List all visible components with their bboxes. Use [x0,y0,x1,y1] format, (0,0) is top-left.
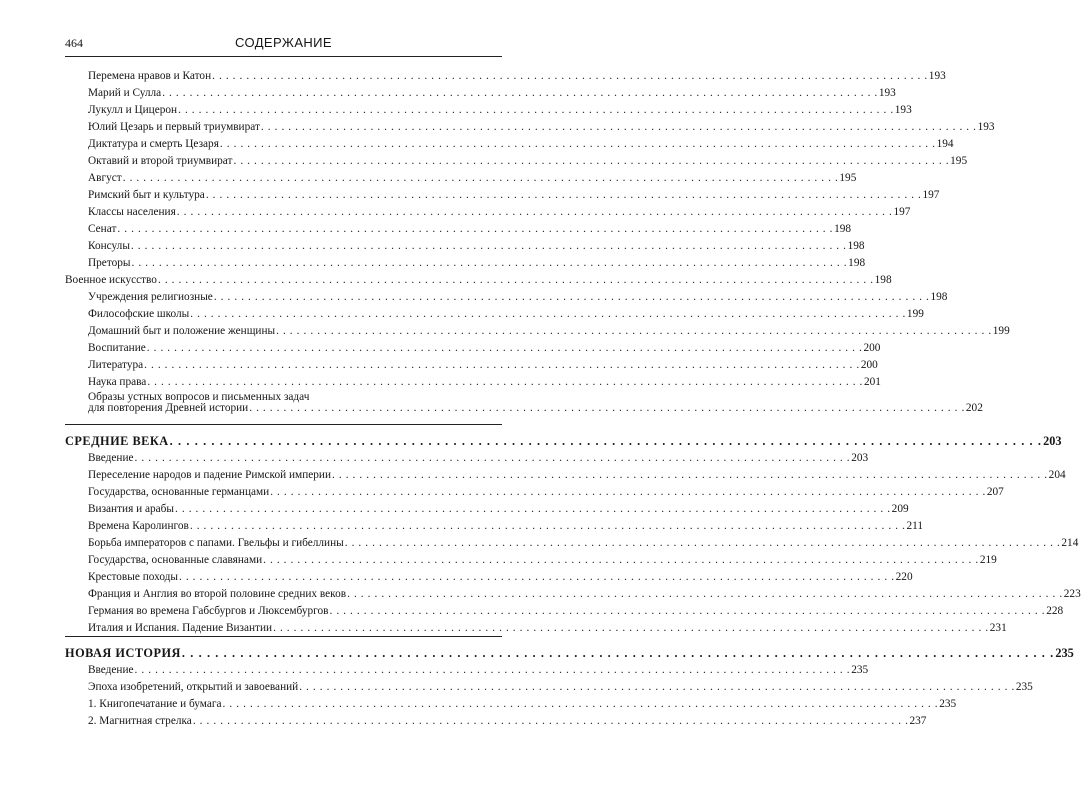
toc-entry[interactable]: Эпоха изобретений, открытий и завоеваний . . . . . . . . . . . . . . . . . . . . . . . . . . . . . . . . . . . . . . . . . . . . . . . . . . . . . . . . . . . . . . . . . . . . . . . . . . . . . . . . . . . . . . . . . . . . . . . . . . . . . . . . . 235 [88,681,1033,693]
toc-entry[interactable]: Домашний быт и положение женщины . . . . . . . . . . . . . . . . . . . . . . . . . . . . . . . . . . . . . . . . . . . . . . . . . . . . . . . . . . . . . . . . . . . . . . . . . . . . . . . . . . . . . . . . . . . . . . . . . . . . . . . . . 199 [88,325,1010,337]
page-ref: 193 [878,87,896,99]
page-ref: 202 [965,402,983,414]
page-ref: 198 [930,291,948,303]
section-new-history[interactable]: НОВАЯ ИСТОРИЯ . . . . . . . . . . . . . . . . . . . . . . . . . . . . . . . . . . . . . . . . . . . . . . . . . . . . . . . . . . . . . . . . . . . . . . . . . . . . . . . . . . . . . . . . . . . . . . . . . . . . . . . . . 235 [65,646,1074,660]
leader-dots: . . . . . . . . . . . . . . . . . . . . . . . . . . . . . . . . . . . . . . . . . . . . . . . . . . . . . . . . . . . . . . . . . . . . . . . . . . . . . . . . . . . . . . . . . . . . . . . . . . . . . . . . . [205,189,922,201]
leader-dots: . . . . . . . . . . . . . . . . . . . . . . . . . . . . . . . . . . . . . . . . . . . . . . . . . . . . . . . . . . . . . . . . . . . . . . . . . . . . . . . . . . . . . . . . . . . . . . . . . . . . . . . . . [189,520,906,532]
running-title: СОДЕРЖАНИЕ [234,35,332,50]
toc-entry[interactable]: Времена Каролингов . . . . . . . . . . . . . . . . . . . . . . . . . . . . . . . . . . . . . . . . . . . . . . . . . . . . . . . . . . . . . . . . . . . . . . . . . . . . . . . . . . . . . . . . . . . . . . . . . . . . . . . . . 211 [88,520,924,532]
page-ref: 195 [839,172,857,184]
toc-entry[interactable]: Римский быт и культура . . . . . . . . . . . . . . . . . . . . . . . . . . . . . . . . . . . . . . . . . . . . . . . . . . . . . . . . . . . . . . . . . . . . . . . . . . . . . . . . . . . . . . . . . . . . . . . . . . . . . . . . . 197 [88,189,940,201]
page-ref: 235 [851,664,869,676]
leader-dots: . . . . . . . . . . . . . . . . . . . . . . . . . . . . . . . . . . . . . . . . . . . . . . . . . . . . . . . . . . . . . . . . . . . . . . . . . . . . . . . . . . . . . . . . . . . . . . . . . . . . . . . . . [192,715,909,727]
page-ref: 219 [979,554,997,566]
toc-entry[interactable]: Юлий Цезарь и первый триумвират . . . . . . . . . . . . . . . . . . . . . . . . . . . . . . . . . . . . . . . . . . . . . . . . . . . . . . . . . . . . . . . . . . . . . . . . . . . . . . . . . . . . . . . . . . . . . . . . . . . . . . . . . 193 [88,121,995,133]
toc-entry[interactable]: Франция и Англия во второй половине средних веков . . . . . . . . . . . . . . . . . . . . . . . . . . . . . . . . . . . . . . . . . . . . . . . . . . . . . . . . . . . . . . . . . . . . . . . . . . . . . . . . . . . . . . . . . . . . . . . . . . . . . . . . . 223 [88,588,1081,600]
toc-entry[interactable]: Октавий и второй триумвират . . . . . . . . . . . . . . . . . . . . . . . . . . . . . . . . . . . . . . . . . . . . . . . . . . . . . . . . . . . . . . . . . . . . . . . . . . . . . . . . . . . . . . . . . . . . . . . . . . . . . . . . . 195 [88,155,968,167]
leader-dots: . . . . . . . . . . . . . . . . . . . . . . . . . . . . . . . . . . . . . . . . . . . . . . . . . . . . . . . . . . . . . . . . . . . . . . . . . . . . . . . . . . . . . . . . . . . . . . . . . . . . . . . . . [181,646,1055,660]
page-ref: 197 [893,206,911,218]
page-ref: 228 [1046,605,1064,617]
leader-dots: . . . . . . . . . . . . . . . . . . . . . . . . . . . . . . . . . . . . . . . . . . . . . . . . . . . . . . . . . . . . . . . . . . . . . . . . . . . . . . . . . . . . . . . . . . . . . . . . . . . . . . . . . [270,486,986,498]
leader-dots: . . . . . . . . . . . . . . . . . . . . . . . . . . . . . . . . . . . . . . . . . . . . . . . . . . . . . . . . . . . . . . . . . . . . . . . . . . . . . . . . . . . . . . . . . . . . . . . . . . . . . . . . . [178,571,895,583]
leader-dots: . . . . . . . . . . . . . . . . . . . . . . . . . . . . . . . . . . . . . . . . . . . . . . . . . . . . . . . . . . . . . . . . . . . . . . . . . . . . . . . . . . . . . . . . . . . . . . . . . . . . . . . . . [212,70,928,82]
page-ref: 195 [950,155,968,167]
leader-dots: . . . . . . . . . . . . . . . . . . . . . . . . . . . . . . . . . . . . . . . . . . . . . . . . . . . . . . . . . . . . . . . . . . . . . . . . . . . . . . . . . . . . . . . . . . . . . . . . . . . . . . . . . [134,664,851,676]
toc-entry[interactable]: Марий и Сулла . . . . . . . . . . . . . . . . . . . . . . . . . . . . . . . . . . . . . . . . . . . . . . . . . . . . . . . . . . . . . . . . . . . . . . . . . . . . . . . . . . . . . . . . . . . . . . . . . . . . . . . . . 193 [88,87,896,99]
toc-entry[interactable]: Диктатура и смерть Цезаря . . . . . . . . . . . . . . . . . . . . . . . . . . . . . . . . . . . . . . . . . . . . . . . . . . . . . . . . . . . . . . . . . . . . . . . . . . . . . . . . . . . . . . . . . . . . . . . . . . . . . . . . . 194 [88,138,954,150]
toc-entry[interactable]: Италия и Испания. Падение Византии . . . . . . . . . . . . . . . . . . . . . . . . . . . . . . . . . . . . . . . . . . . . . . . . . . . . . . . . . . . . . . . . . . . . . . . . . . . . . . . . . . . . . . . . . . . . . . . . . . . . . . . . . 231 [88,622,1007,634]
toc-entry[interactable]: Государства, основанные славянами . . . . . . . . . . . . . . . . . . . . . . . . . . . . . . . . . . . . . . . . . . . . . . . . . . . . . . . . . . . . . . . . . . . . . . . . . . . . . . . . . . . . . . . . . . . . . . . . . . . . . . . . . 219 [88,554,997,566]
toc-entry[interactable]: Введение . . . . . . . . . . . . . . . . . . . . . . . . . . . . . . . . . . . . . . . . . . . . . . . . . . . . . . . . . . . . . . . . . . . . . . . . . . . . . . . . . . . . . . . . . . . . . . . . . . . . . . . . . 235 [88,664,869,676]
leader-dots: . . . . . . . . . . . . . . . . . . . . . . . . . . . . . . . . . . . . . . . . . . . . . . . . . . . . . . . . . . . . . . . . . . . . . . . . . . . . . . . . . . . . . . . . . . . . . . . . . . . . . . . . . [347,588,1063,600]
page-ref: 223 [1063,588,1081,600]
toc-entry[interactable]: Крестовые походы . . . . . . . . . . . . . . . . . . . . . . . . . . . . . . . . . . . . . . . . . . . . . . . . . . . . . . . . . . . . . . . . . . . . . . . . . . . . . . . . . . . . . . . . . . . . . . . . . . . . . . . . . 220 [88,571,913,583]
leader-dots: . . . . . . . . . . . . . . . . . . . . . . . . . . . . . . . . . . . . . . . . . . . . . . . . . . . . . . . . . . . . . . . . . . . . . . . . . . . . . . . . . . . . . . . . . . . . . . . . . . . . . . . . . [190,308,906,320]
toc-entry[interactable]: Преторы . . . . . . . . . . . . . . . . . . . . . . . . . . . . . . . . . . . . . . . . . . . . . . . . . . . . . . . . . . . . . . . . . . . . . . . . . . . . . . . . . . . . . . . . . . . . . . . . . . . . . . . . . 198 [88,257,866,269]
leader-dots: . . . . . . . . . . . . . . . . . . . . . . . . . . . . . . . . . . . . . . . . . . . . . . . . . . . . . . . . . . . . . . . . . . . . . . . . . . . . . . . . . . . . . . . . . . . . . . . . . . . . . . . . . [147,376,863,388]
page-number: 464 [65,36,83,50]
leader-dots: . . . . . . . . . . . . . . . . . . . . . . . . . . . . . . . . . . . . . . . . . . . . . . . . . . . . . . . . . . . . . . . . . . . . . . . . . . . . . . . . . . . . . . . . . . . . . . . . . . . . . . . . . [213,291,930,303]
leader-dots: . . . . . . . . . . . . . . . . . . . . . . . . . . . . . . . . . . . . . . . . . . . . . . . . . . . . . . . . . . . . . . . . . . . . . . . . . . . . . . . . . . . . . . . . . . . . . . . . . . . . . . . . . [175,503,891,515]
page-ref: 198 [874,274,892,286]
toc-entry[interactable]: Государства, основанные германцами . . . . . . . . . . . . . . . . . . . . . . . . . . . . . . . . . . . . . . . . . . . . . . . . . . . . . . . . . . . . . . . . . . . . . . . . . . . . . . . . . . . . . . . . . . . . . . . . . . . . . . . . . 207 [88,486,1004,498]
toc-entry[interactable]: Консулы . . . . . . . . . . . . . . . . . . . . . . . . . . . . . . . . . . . . . . . . . . . . . . . . . . . . . . . . . . . . . . . . . . . . . . . . . . . . . . . . . . . . . . . . . . . . . . . . . . . . . . . . . 198 [88,240,865,252]
section-rule [65,636,502,637]
section-rule [65,424,502,425]
leader-dots: . . . . . . . . . . . . . . . . . . . . . . . . . . . . . . . . . . . . . . . . . . . . . . . . . . . . . . . . . . . . . . . . . . . . . . . . . . . . . . . . . . . . . . . . . . . . . . . . . . . . . . . . . [344,537,1061,549]
page-ref: 199 [906,308,924,320]
leader-dots: . . . . . . . . . . . . . . . . . . . . . . . . . . . . . . . . . . . . . . . . . . . . . . . . . . . . . . . . . . . . . . . . . . . . . . . . . . . . . . . . . . . . . . . . . . . . . . . . . . . . . . . . . [176,206,893,218]
toc-entry[interactable]: Сенат . . . . . . . . . . . . . . . . . . . . . . . . . . . . . . . . . . . . . . . . . . . . . . . . . . . . . . . . . . . . . . . . . . . . . . . . . . . . . . . . . . . . . . . . . . . . . . . . . . . . . . . . . 198 [88,223,852,235]
page-ref: 204 [1048,469,1066,481]
leader-dots: . . . . . . . . . . . . . . . . . . . . . . . . . . . . . . . . . . . . . . . . . . . . . . . . . . . . . . . . . . . . . . . . . . . . . . . . . . . . . . . . . . . . . . . . . . . . . . . . . . . . . . . . . [178,104,894,116]
toc-entry[interactable]: Учреждения религиозные . . . . . . . . . . . . . . . . . . . . . . . . . . . . . . . . . . . . . . . . . . . . . . . . . . . . . . . . . . . . . . . . . . . . . . . . . . . . . . . . . . . . . . . . . . . . . . . . . . . . . . . . . 198 [88,291,948,303]
page-ref: 193 [977,121,995,133]
page-ref: 209 [891,503,909,515]
leader-dots: . . . . . . . . . . . . . . . . . . . . . . . . . . . . . . . . . . . . . . . . . . . . . . . . . . . . . . . . . . . . . . . . . . . . . . . . . . . . . . . . . . . . . . . . . . . . . . . . . . . . . . . . . [117,223,834,235]
leader-dots: . . . . . . . . . . . . . . . . . . . . . . . . . . . . . . . . . . . . . . . . . . . . . . . . . . . . . . . . . . . . . . . . . . . . . . . . . . . . . . . . . . . . . . . . . . . . . . . . . . . . . . . . . [273,622,989,634]
page-ref: 199 [992,325,1010,337]
toc-entry[interactable]: Перемена нравов и Катон . . . . . . . . . . . . . . . . . . . . . . . . . . . . . . . . . . . . . . . . . . . . . . . . . . . . . . . . . . . . . . . . . . . . . . . . . . . . . . . . . . . . . . . . . . . . . . . . . . . . . . . . . 193 [88,70,946,82]
leader-dots: . . . . . . . . . . . . . . . . . . . . . . . . . . . . . . . . . . . . . . . . . . . . . . . . . . . . . . . . . . . . . . . . . . . . . . . . . . . . . . . . . . . . . . . . . . . . . . . . . . . . . . . . . [219,138,936,150]
page-ref: 207 [986,486,1004,498]
leader-dots: . . . . . . . . . . . . . . . . . . . . . . . . . . . . . . . . . . . . . . . . . . . . . . . . . . . . . . . . . . . . . . . . . . . . . . . . . . . . . . . . . . . . . . . . . . . . . . . . . . . . . . . . . [332,469,1048,481]
toc-entry[interactable]: Введение . . . . . . . . . . . . . . . . . . . . . . . . . . . . . . . . . . . . . . . . . . . . . . . . . . . . . . . . . . . . . . . . . . . . . . . . . . . . . . . . . . . . . . . . . . . . . . . . . . . . . . . . . 203 [88,452,869,464]
header-rule [65,56,502,57]
leader-dots: . . . . . . . . . . . . . . . . . . . . . . . . . . . . . . . . . . . . . . . . . . . . . . . . . . . . . . . . . . . . . . . . . . . . . . . . . . . . . . . . . . . . . . . . . . . . . . . . . . . . . . . . . [233,155,950,167]
leader-dots: . . . . . . . . . . . . . . . . . . . . . . . . . . . . . . . . . . . . . . . . . . . . . . . . . . . . . . . . . . . . . . . . . . . . . . . . . . . . . . . . . . . . . . . . . . . . . . . . . . . . . . . . . [146,342,863,354]
page-ref: 200 [860,359,878,371]
toc-entry[interactable]: Литература . . . . . . . . . . . . . . . . . . . . . . . . . . . . . . . . . . . . . . . . . . . . . . . . . . . . . . . . . . . . . . . . . . . . . . . . . . . . . . . . . . . . . . . . . . . . . . . . . . . . . . . . . 200 [88,359,878,371]
leader-dots: . . . . . . . . . . . . . . . . . . . . . . . . . . . . . . . . . . . . . . . . . . . . . . . . . . . . . . . . . . . . . . . . . . . . . . . . . . . . . . . . . . . . . . . . . . . . . . . . . . . . . . . . . [162,87,878,99]
running-header [65,36,502,54]
page-ref: 220 [895,571,913,583]
toc-entry-exam[interactable]: для повторения Древней истории . . . . . . . . . . . . . . . . . . . . . . . . . . . . . . . . . . . . . . . . . . . . . . . . . . . . . . . . . . . . . . . . . . . . . . . . . . . . . . . . . . . . . . . . . . . . . . . . . . . . . . . . . 202 [88,402,983,414]
page-ref: 235 [939,698,957,710]
page-ref: 214 [1061,537,1079,549]
page-ref: 194 [936,138,954,150]
page-ref: 201 [863,376,881,388]
page-ref: 237 [909,715,927,727]
leader-dots: . . . . . . . . . . . . . . . . . . . . . . . . . . . . . . . . . . . . . . . . . . . . . . . . . . . . . . . . . . . . . . . . . . . . . . . . . . . . . . . . . . . . . . . . . . . . . . . . . . . . . . . . . [249,402,965,414]
leader-dots: . . . . . . . . . . . . . . . . . . . . . . . . . . . . . . . . . . . . . . . . . . . . . . . . . . . . . . . . . . . . . . . . . . . . . . . . . . . . . . . . . . . . . . . . . . . . . . . . . . . . . . . . . [222,698,939,710]
toc-entry[interactable]: Лукулл и Цицерон . . . . . . . . . . . . . . . . . . . . . . . . . . . . . . . . . . . . . . . . . . . . . . . . . . . . . . . . . . . . . . . . . . . . . . . . . . . . . . . . . . . . . . . . . . . . . . . . . . . . . . . . . 193 [88,104,912,116]
leader-dots: . . . . . . . . . . . . . . . . . . . . . . . . . . . . . . . . . . . . . . . . . . . . . . . . . . . . . . . . . . . . . . . . . . . . . . . . . . . . . . . . . . . . . . . . . . . . . . . . . . . . . . . . . [169,434,1043,448]
toc-entry[interactable]: Переселение народов и падение Римской империи . . . . . . . . . . . . . . . . . . . . . . . . . . . . . . . . . . . . . . . . . . . . . . . . . . . . . . . . . . . . . . . . . . . . . . . . . . . . . . . . . . . . . . . . . . . . . . . . . . . . . . . . . 204 [88,469,1066,481]
page-ref: 198 [848,257,866,269]
toc-entry[interactable]: Классы населения . . . . . . . . . . . . . . . . . . . . . . . . . . . . . . . . . . . . . . . . . . . . . . . . . . . . . . . . . . . . . . . . . . . . . . . . . . . . . . . . . . . . . . . . . . . . . . . . . . . . . . . . . 197 [88,206,911,218]
page-ref: 197 [922,189,940,201]
leader-dots: . . . . . . . . . . . . . . . . . . . . . . . . . . . . . . . . . . . . . . . . . . . . . . . . . . . . . . . . . . . . . . . . . . . . . . . . . . . . . . . . . . . . . . . . . . . . . . . . . . . . . . . . . [130,240,847,252]
toc-entry-military[interactable]: Военное искусство . . . . . . . . . . . . . . . . . . . . . . . . . . . . . . . . . . . . . . . . . . . . . . . . . . . . . . . . . . . . . . . . . . . . . . . . . . . . . . . . . . . . . . . . . . . . . . . . . . . . . . . . . 198 [65,274,892,286]
toc-entry[interactable]: 1. Книгопечатание и бумага . . . . . . . . . . . . . . . . . . . . . . . . . . . . . . . . . . . . . . . . . . . . . . . . . . . . . . . . . . . . . . . . . . . . . . . . . . . . . . . . . . . . . . . . . . . . . . . . . . . . . . . . . 235 [88,698,957,710]
toc-entry[interactable]: Философские школы . . . . . . . . . . . . . . . . . . . . . . . . . . . . . . . . . . . . . . . . . . . . . . . . . . . . . . . . . . . . . . . . . . . . . . . . . . . . . . . . . . . . . . . . . . . . . . . . . . . . . . . . . 199 [88,308,924,320]
toc-entry[interactable]: Борьба императоров с папами. Гвельфы и гибеллины . . . . . . . . . . . . . . . . . . . . . . . . . . . . . . . . . . . . . . . . . . . . . . . . . . . . . . . . . . . . . . . . . . . . . . . . . . . . . . . . . . . . . . . . . . . . . . . . . . . . . . . . . 214 [88,537,1079,549]
page-ref: 235 [1055,646,1074,660]
page-ref: 235 [1015,681,1033,693]
leader-dots: . . . . . . . . . . . . . . . . . . . . . . . . . . . . . . . . . . . . . . . . . . . . . . . . . . . . . . . . . . . . . . . . . . . . . . . . . . . . . . . . . . . . . . . . . . . . . . . . . . . . . . . . . [131,257,848,269]
leader-dots: . . . . . . . . . . . . . . . . . . . . . . . . . . . . . . . . . . . . . . . . . . . . . . . . . . . . . . . . . . . . . . . . . . . . . . . . . . . . . . . . . . . . . . . . . . . . . . . . . . . . . . . . . [263,554,979,566]
toc-entry[interactable]: Германия во времена Габсбургов и Люксембургов . . . . . . . . . . . . . . . . . . . . . . . . . . . . . . . . . . . . . . . . . . . . . . . . . . . . . . . . . . . . . . . . . . . . . . . . . . . . . . . . . . . . . . . . . . . . . . . . . . . . . . . . . 228 [88,605,1064,617]
page-ref: 193 [928,70,946,82]
leader-dots: . . . . . . . . . . . . . . . . . . . . . . . . . . . . . . . . . . . . . . . . . . . . . . . . . . . . . . . . . . . . . . . . . . . . . . . . . . . . . . . . . . . . . . . . . . . . . . . . . . . . . . . . . [260,121,977,133]
section-middle-ages[interactable]: СРЕДНИЕ ВЕКА . . . . . . . . . . . . . . . . . . . . . . . . . . . . . . . . . . . . . . . . . . . . . . . . . . . . . . . . . . . . . . . . . . . . . . . . . . . . . . . . . . . . . . . . . . . . . . . . . . . . . . . . . 203 [65,434,1062,448]
toc-entry-exam-line1[interactable]: Образы устных вопросов и письменных задач [88,391,310,403]
page-ref: 198 [847,240,865,252]
page-ref: 203 [1043,434,1062,448]
toc-entry[interactable]: Воспитание . . . . . . . . . . . . . . . . . . . . . . . . . . . . . . . . . . . . . . . . . . . . . . . . . . . . . . . . . . . . . . . . . . . . . . . . . . . . . . . . . . . . . . . . . . . . . . . . . . . . . . . . . 200 [88,342,881,354]
toc-entry[interactable]: 2. Магнитная стрелка . . . . . . . . . . . . . . . . . . . . . . . . . . . . . . . . . . . . . . . . . . . . . . . . . . . . . . . . . . . . . . . . . . . . . . . . . . . . . . . . . . . . . . . . . . . . . . . . . . . . . . . . . 237 [88,715,927,727]
leader-dots: . . . . . . . . . . . . . . . . . . . . . . . . . . . . . . . . . . . . . . . . . . . . . . . . . . . . . . . . . . . . . . . . . . . . . . . . . . . . . . . . . . . . . . . . . . . . . . . . . . . . . . . . . [144,359,860,371]
page-ref: 203 [851,452,869,464]
leader-dots: . . . . . . . . . . . . . . . . . . . . . . . . . . . . . . . . . . . . . . . . . . . . . . . . . . . . . . . . . . . . . . . . . . . . . . . . . . . . . . . . . . . . . . . . . . . . . . . . . . . . . . . . . [299,681,1015,693]
page-ref: 231 [989,622,1007,634]
page-ref: 198 [834,223,852,235]
leader-dots: . . . . . . . . . . . . . . . . . . . . . . . . . . . . . . . . . . . . . . . . . . . . . . . . . . . . . . . . . . . . . . . . . . . . . . . . . . . . . . . . . . . . . . . . . . . . . . . . . . . . . . . . . [329,605,1046,617]
leader-dots: . . . . . . . . . . . . . . . . . . . . . . . . . . . . . . . . . . . . . . . . . . . . . . . . . . . . . . . . . . . . . . . . . . . . . . . . . . . . . . . . . . . . . . . . . . . . . . . . . . . . . . . . . [157,274,874,286]
toc-entry[interactable]: Византия и арабы . . . . . . . . . . . . . . . . . . . . . . . . . . . . . . . . . . . . . . . . . . . . . . . . . . . . . . . . . . . . . . . . . . . . . . . . . . . . . . . . . . . . . . . . . . . . . . . . . . . . . . . . . 209 [88,503,909,515]
page-ref: 211 [906,520,924,532]
toc-entry[interactable]: Наука права . . . . . . . . . . . . . . . . . . . . . . . . . . . . . . . . . . . . . . . . . . . . . . . . . . . . . . . . . . . . . . . . . . . . . . . . . . . . . . . . . . . . . . . . . . . . . . . . . . . . . . . . . 201 [88,376,881,388]
page-ref: 200 [863,342,881,354]
leader-dots: . . . . . . . . . . . . . . . . . . . . . . . . . . . . . . . . . . . . . . . . . . . . . . . . . . . . . . . . . . . . . . . . . . . . . . . . . . . . . . . . . . . . . . . . . . . . . . . . . . . . . . . . . [134,452,851,464]
page-ref: 193 [894,104,912,116]
leader-dots: . . . . . . . . . . . . . . . . . . . . . . . . . . . . . . . . . . . . . . . . . . . . . . . . . . . . . . . . . . . . . . . . . . . . . . . . . . . . . . . . . . . . . . . . . . . . . . . . . . . . . . . . . [122,172,839,184]
toc-entry[interactable]: Август . . . . . . . . . . . . . . . . . . . . . . . . . . . . . . . . . . . . . . . . . . . . . . . . . . . . . . . . . . . . . . . . . . . . . . . . . . . . . . . . . . . . . . . . . . . . . . . . . . . . . . . . . 195 [88,172,857,184]
leader-dots: . . . . . . . . . . . . . . . . . . . . . . . . . . . . . . . . . . . . . . . . . . . . . . . . . . . . . . . . . . . . . . . . . . . . . . . . . . . . . . . . . . . . . . . . . . . . . . . . . . . . . . . . . [276,325,992,337]
